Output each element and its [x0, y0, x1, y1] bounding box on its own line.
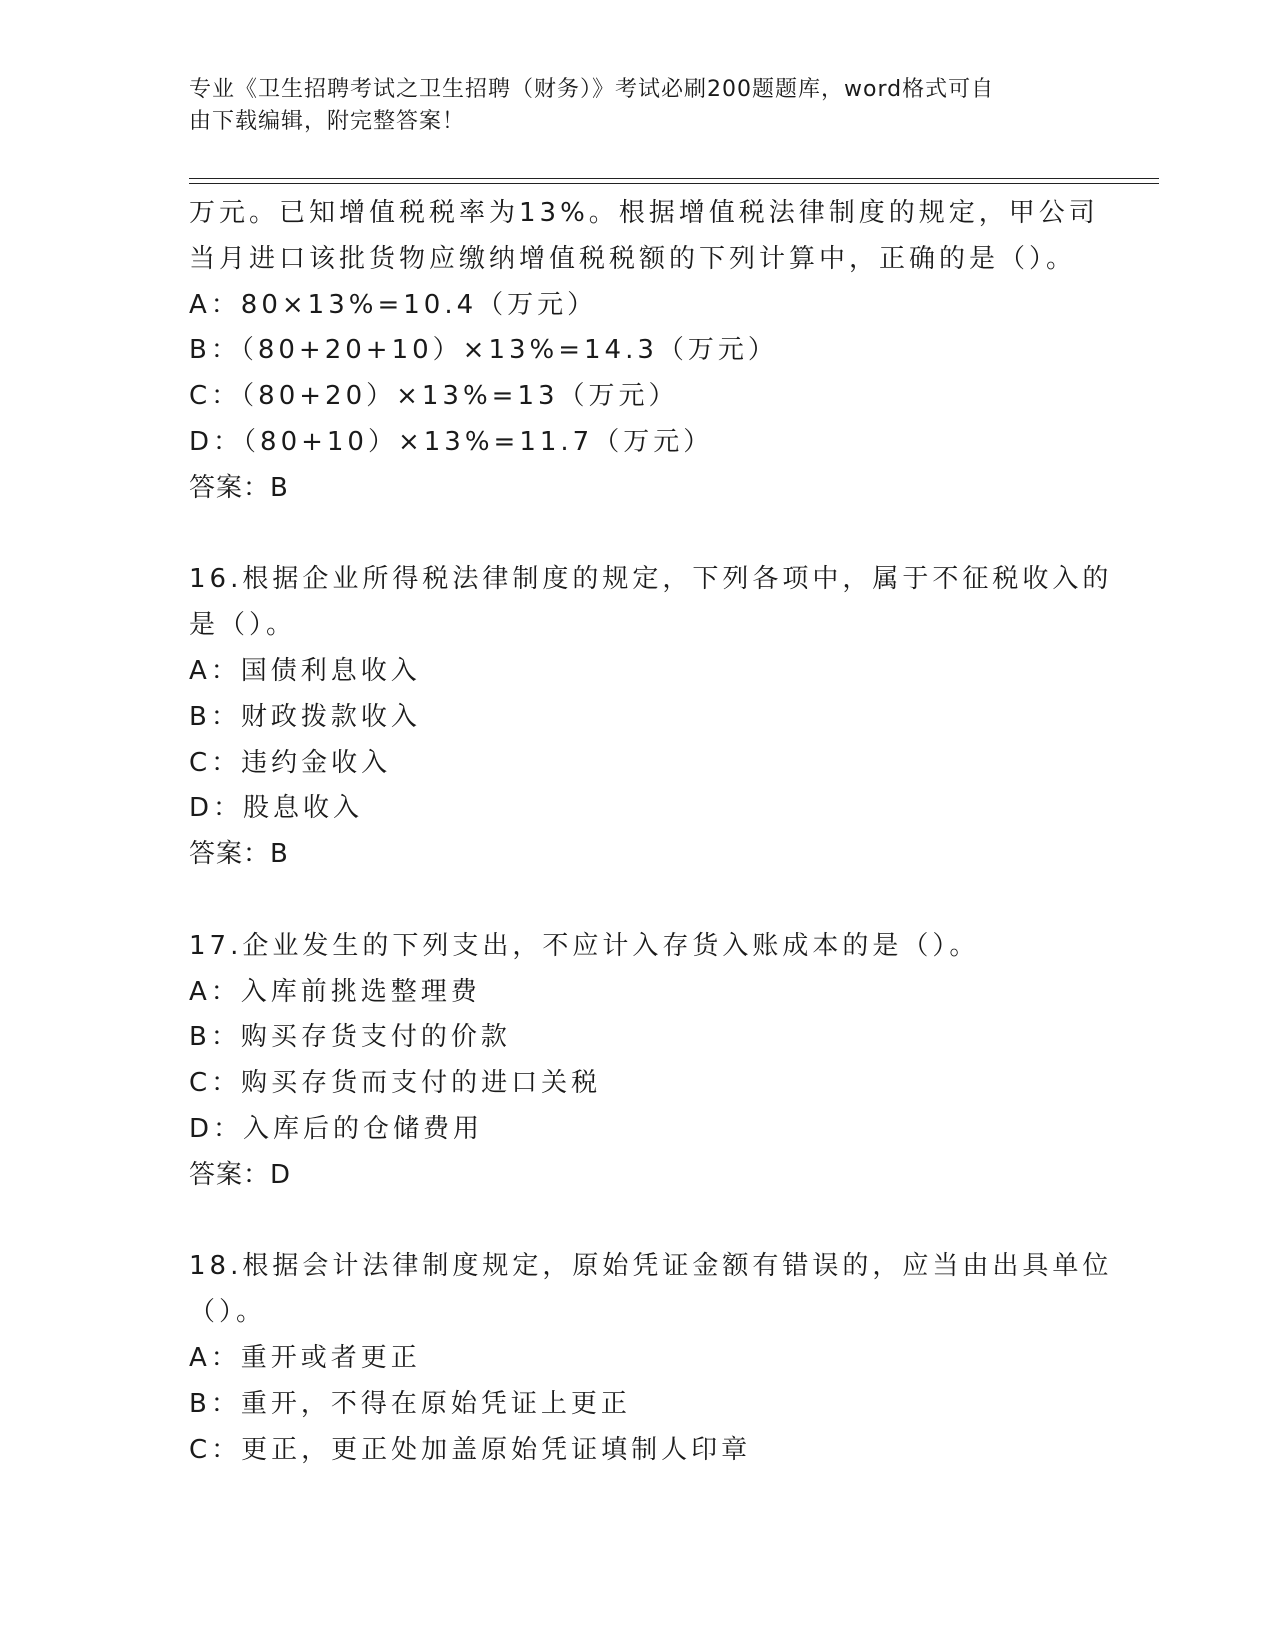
question-stem: 万元。已知增值税税率为13%。根据增值税法律制度的规定，甲公司 [189, 198, 1099, 228]
answer: 答案：B [189, 472, 289, 503]
question-stem: 当月进口该批货物应缴纳增值税税额的下列计算中，正确的是（）。 [189, 243, 1077, 274]
header-divider-top [189, 178, 1159, 179]
question-list [189, 191, 1113, 1473]
option-c: C：（80+20）×13%=13（万元） [189, 381, 679, 412]
answer: 答案：D [189, 1159, 292, 1190]
question-stem: 16.根据企业所得税法律制度的规定，下列各项中，属于不征税收入的 [189, 564, 1113, 595]
header-divider-bottom [189, 183, 1159, 184]
spacer [189, 512, 1089, 558]
spacer [189, 878, 1089, 924]
option-b: B：（80+20+10）×13%=14.3（万元） [189, 335, 778, 366]
spacer [189, 1199, 1089, 1245]
question-15 [189, 191, 1099, 512]
header-line-1: 专业《卫生招聘考试之卫生招聘（财务）》考试必刷200题题库，word格式可自 [189, 77, 995, 102]
option-a: A：国债利息收入 [189, 655, 421, 686]
header-line-2: 由下载编辑，附完整答案！ [189, 109, 466, 134]
option-c: C：违约金收入 [189, 747, 392, 778]
option-d: D：股息收入 [189, 793, 364, 824]
option-b: B：购买存货支付的价款 [189, 1022, 511, 1053]
option-b: B：财政拨款收入 [189, 701, 421, 732]
question-stem: 是（）。 [189, 610, 297, 641]
option-a: A：80×13%=10.4（万元） [189, 289, 598, 320]
question-stem: （）。 [189, 1297, 267, 1328]
option-a: A：重开或者更正 [189, 1342, 421, 1373]
question-stem: 17.企业发生的下列支出，不应计入存货入账成本的是（）。 [189, 930, 980, 961]
question-18 [189, 1244, 1113, 1473]
option-b: B：重开，不得在原始凭证上更正 [189, 1388, 631, 1419]
page-header [189, 74, 1069, 138]
option-a: A：入库前挑选整理费 [189, 976, 481, 1007]
option-c: C：购买存货而支付的进口关税 [189, 1068, 602, 1099]
answer: 答案：B [189, 839, 289, 870]
option-c: C：更正，更正处加盖原始凭证填制人印章 [189, 1434, 752, 1465]
question-16 [189, 557, 1113, 878]
option-d: D：（80+10）×13%=11.7（万元） [189, 426, 714, 457]
question-17 [189, 924, 1089, 1199]
question-stem: 18.根据会计法律制度规定，原始凭证金额有错误的，应当由出具单位 [189, 1251, 1113, 1282]
option-d: D：入库后的仓储费用 [189, 1113, 484, 1144]
